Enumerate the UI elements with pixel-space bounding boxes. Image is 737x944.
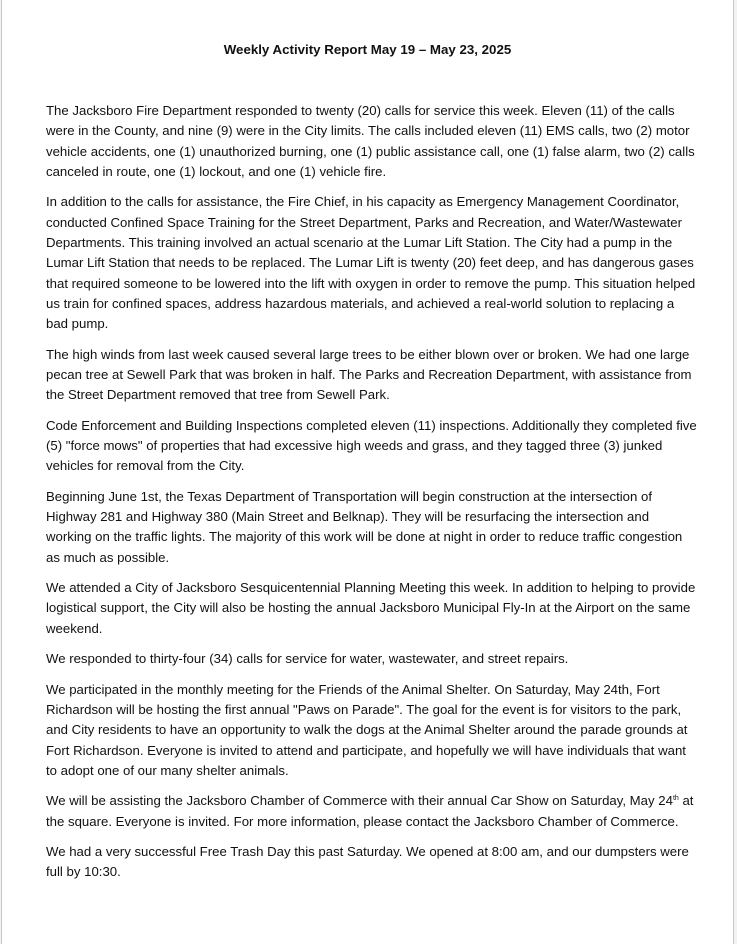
paragraph-txdot-construction: Beginning June 1st, the Texas Department of Transportation will begin construction at the intersection of Highway 281 and Highway 380 (Main Street and Belknap). They will be resurfacing the intersection and working on the traffic lights. The majority of this work will be done at night in order to reduce traffic congestion as much as possible. [46, 488, 683, 565]
paragraph-animal-shelter: We participated in the monthly meeting for the Friends of the Animal Shelter. On Saturday, May 24th, Fort Richardson will be hosting the first annual "Paws on Parade". The goal for the event is for visitors to the park, and City residents to have an opportunity to walk the dogs at the Animal Shelter around the parade grounds at Fort Richardson. Everyone is invited to attend and participate, and hopefully we will have individuals that want to adopt one of our many shelter animals. [46, 681, 688, 778]
paragraph-free-trash-day: We had a very successful Free Trash Day this past Saturday. We opened at 8:00 am, and our dumpsters were full by 10:30. [46, 844, 689, 880]
paragraph-confined-space-training: In addition to the calls for assistance, the Fire Chief, in his capacity as Emergency Management Coordinator, conducted Confined Space Training for the Street Department, Parks and Recreation, and Water/Wastewater Departments. This training involved an actual scenario at the Lumar Lift Station. The City had a pump in the Lumar Lift Station that needs to be replaced. The Lumar Lift is twenty (20) feet deep, and has dangerous gases that required someone to be lowered into the lift with oxygen in order to remove the pump. This situation helped us train for confined spaces, address hazardous materials, and achieved a real-world solution to replacing a bad pump. [46, 194, 696, 332]
paragraph-fire-calls: The Jacksboro Fire Department responded to twenty (20) calls for service this week. Eleven (11) of the calls were in the County, and nine (9) were in the City limits. The calls included eleven (11) EMS calls, two (2) motor vehicle accidents, one (1) unauthorized burning, one (1) public assistance call, one (1) false alarm, two (2) calls canceled in route, one (1) lockout, and one (1) vehicle fire. [46, 103, 695, 179]
paragraph-code-enforcement: Code Enforcement and Building Inspections completed eleven (11) inspections. Additionally they completed five (5) "force mows" of properties that had excessive high weeds and grass, and they tagged three (3) junked vehicles for removal from the City. [46, 417, 697, 474]
paragraph-service-calls: We responded to thirty-four (34) calls for service for water, wastewater, and street repairs. [46, 651, 569, 667]
report-body [46, 101, 698, 893]
report-title: Weekly Activity Report May 19 – May 23, 2025 [223, 42, 512, 57]
car-show-ordinal: th [672, 795, 679, 803]
paragraph-high-winds: The high winds from last week caused several large trees to be either blown over or broken. We had one large pecan tree at Sewell Park that was broken in half. The Parks and Recreation Department, with assistance from the Street Department removed that tree from Sewell Park. [46, 346, 692, 403]
car-show-text-after: at the square. Everyone is invited. For more information, please contact the Jacksboro Chamber of Commerce. [46, 793, 694, 829]
paragraph-sesquicentennial: We attended a City of Jacksboro Sesquicentennial Planning Meeting this week. In addition to helping to provide logistical support, the City will also be hosting the annual Jacksboro Municipal Fly-In at the Airport on the same weekend. [46, 580, 696, 636]
car-show-text-before: We will be assisting the Jacksboro Chamber of Commerce with their annual Car Show on Saturday, May 24 [46, 793, 673, 809]
paragraph-car-show [46, 791, 698, 832]
document-page [1, 0, 734, 944]
